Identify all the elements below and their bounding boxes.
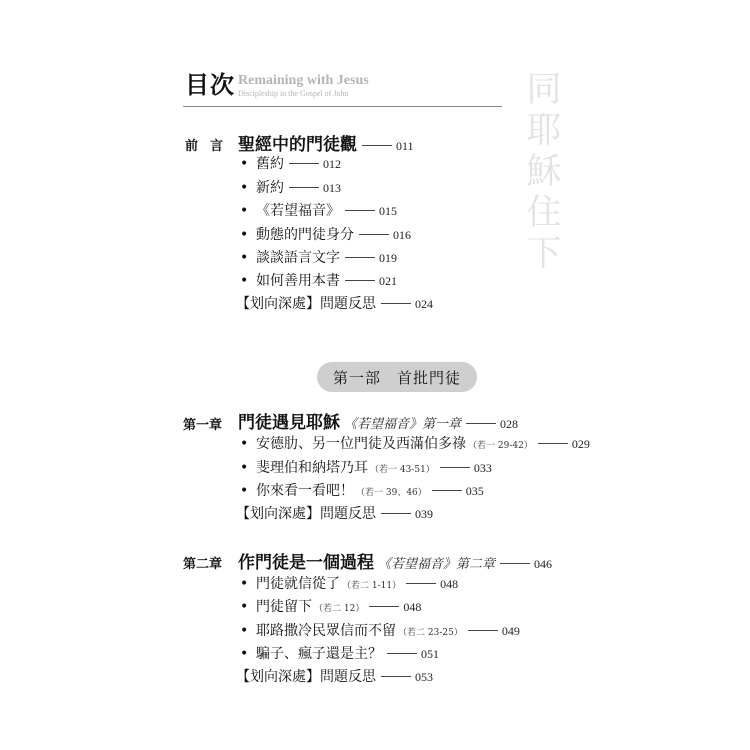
bullet-icon: • xyxy=(240,599,249,615)
toc-entry[interactable] xyxy=(240,573,458,593)
page-number: 048 xyxy=(440,577,459,591)
leader-dash xyxy=(387,653,417,654)
toc-entry[interactable] xyxy=(240,643,439,663)
reflection-entry[interactable] xyxy=(236,293,433,313)
scripture-reference: （若二 12） xyxy=(314,604,365,614)
entry-text: 門徒就信從了 xyxy=(256,576,340,592)
leader-dash xyxy=(468,630,498,631)
preface-title-row[interactable] xyxy=(238,130,414,155)
chapter-subtitle: 《若望福音》第二章 xyxy=(378,557,496,572)
preface-title: 聖經中的門徒觀 xyxy=(238,135,357,155)
preface-label: 前言 xyxy=(185,139,236,154)
leader-dash xyxy=(381,303,411,304)
leader-dash xyxy=(432,490,462,491)
leader-dash xyxy=(500,563,530,564)
scripture-reference: （若一 43-51） xyxy=(370,465,435,475)
toc-entry[interactable] xyxy=(240,457,492,477)
entry-text: 新約 xyxy=(256,180,284,196)
entry-text: 門徒留下 xyxy=(256,599,312,615)
bullet-icon: • xyxy=(240,623,249,639)
entry-text: 《若望福音》 xyxy=(256,203,340,219)
leader-dash xyxy=(359,234,389,235)
english-title-block xyxy=(238,74,369,99)
bullet-icon: • xyxy=(240,483,249,499)
scripture-reference: （若二 23-25） xyxy=(398,628,463,638)
toc-heading: 目次 xyxy=(185,71,235,99)
leader-dash xyxy=(345,257,375,258)
entry-text: 安德肋、另一位門徒及西滿伯多祿 xyxy=(256,436,466,452)
leader-dash xyxy=(538,443,568,444)
entry-text: 動態的門徒身分 xyxy=(256,227,354,243)
entry-text: 騙子、瘋子還是主？ xyxy=(256,646,382,662)
bullet-icon: • xyxy=(240,436,249,452)
english-title: Remaining with Jesus xyxy=(238,73,369,88)
vertical-book-title: 同耶穌住下 xyxy=(526,70,562,274)
english-subtitle: Discipleship in the Gospel of John xyxy=(238,89,349,98)
reflection-entry[interactable] xyxy=(236,503,433,523)
leader-dash xyxy=(345,280,375,281)
chapter-subtitle: 《若望福音》第一章 xyxy=(344,417,462,432)
entry-text: 你來看一看吧！ xyxy=(256,483,354,499)
page-number: 024 xyxy=(415,297,433,311)
page-number: 016 xyxy=(393,228,411,242)
scripture-reference: （若一 39、46） xyxy=(356,488,427,498)
page-number: 011 xyxy=(396,139,414,153)
chapter-label: 第一章 xyxy=(183,418,223,433)
entry-text: 【划向深處】問題反思 xyxy=(236,296,376,312)
page-number: 051 xyxy=(421,647,439,661)
bullet-icon: • xyxy=(240,203,249,219)
leader-dash xyxy=(369,606,399,607)
page-number: 053 xyxy=(415,670,433,684)
leader-dash xyxy=(406,583,436,584)
leader-dash xyxy=(289,163,319,164)
toc-entry[interactable] xyxy=(240,247,397,267)
bullet-icon: • xyxy=(240,460,249,476)
chapter-label: 第二章 xyxy=(183,557,223,572)
part-heading: 第一部 首批門徒 xyxy=(317,362,477,392)
entry-text: 斐理伯和納塔乃耳 xyxy=(256,460,368,476)
page-number: 035 xyxy=(465,484,484,498)
page-number: 046 xyxy=(534,557,553,571)
page-number: 012 xyxy=(323,157,341,171)
toc-entry[interactable] xyxy=(240,433,590,453)
page-number: 029 xyxy=(571,437,590,451)
page-number: 049 xyxy=(501,624,520,638)
page-number: 021 xyxy=(379,274,397,288)
leader-dash xyxy=(466,423,496,424)
toc-entry[interactable] xyxy=(240,480,484,500)
chapter-title: 作門徒是一個過程 xyxy=(238,553,374,573)
bullet-icon: • xyxy=(240,156,249,172)
bullet-icon: • xyxy=(240,250,249,266)
bullet-icon: • xyxy=(240,227,249,243)
leader-dash xyxy=(362,145,392,146)
entry-text: 【划向深處】問題反思 xyxy=(236,506,376,522)
bullet-icon: • xyxy=(240,576,249,592)
toc-entry[interactable] xyxy=(240,153,341,173)
leader-dash xyxy=(381,513,411,514)
entry-text: 談談語言文字 xyxy=(256,250,340,266)
toc-entry[interactable] xyxy=(240,620,520,640)
page-number: 019 xyxy=(379,251,397,265)
leader-dash xyxy=(381,676,411,677)
page-number: 039 xyxy=(415,507,433,521)
leader-dash xyxy=(440,467,470,468)
toc-entry[interactable] xyxy=(240,177,341,197)
bullet-icon: • xyxy=(240,180,249,196)
toc-entry[interactable] xyxy=(240,200,397,220)
toc-entry[interactable] xyxy=(240,596,421,616)
entry-text: 如何善用本書 xyxy=(256,273,340,289)
reflection-entry[interactable] xyxy=(236,666,433,686)
page-number: 015 xyxy=(379,204,397,218)
scripture-reference: （若一 29-42） xyxy=(468,441,533,451)
toc-entry[interactable] xyxy=(240,270,397,290)
page-number: 048 xyxy=(403,600,422,614)
bullet-icon: • xyxy=(240,273,249,289)
entry-text: 舊約 xyxy=(256,156,284,172)
scripture-reference: （若二 1-11） xyxy=(342,581,402,591)
chapter-title-row[interactable] xyxy=(238,408,518,433)
leader-dash xyxy=(345,210,375,211)
header-rule xyxy=(183,106,502,107)
entry-text: 【划向深處】問題反思 xyxy=(236,669,376,685)
page-number: 033 xyxy=(473,461,492,475)
page-number: 028 xyxy=(500,417,519,431)
page-number: 013 xyxy=(323,181,341,195)
leader-dash xyxy=(289,187,319,188)
entry-text: 耶路撒冷民眾信而不留 xyxy=(256,623,396,639)
bullet-icon: • xyxy=(240,646,249,662)
chapter-title: 門徒遇見耶穌 xyxy=(238,413,340,433)
toc-entry[interactable] xyxy=(240,224,411,244)
chapter-title-row[interactable] xyxy=(238,548,552,573)
